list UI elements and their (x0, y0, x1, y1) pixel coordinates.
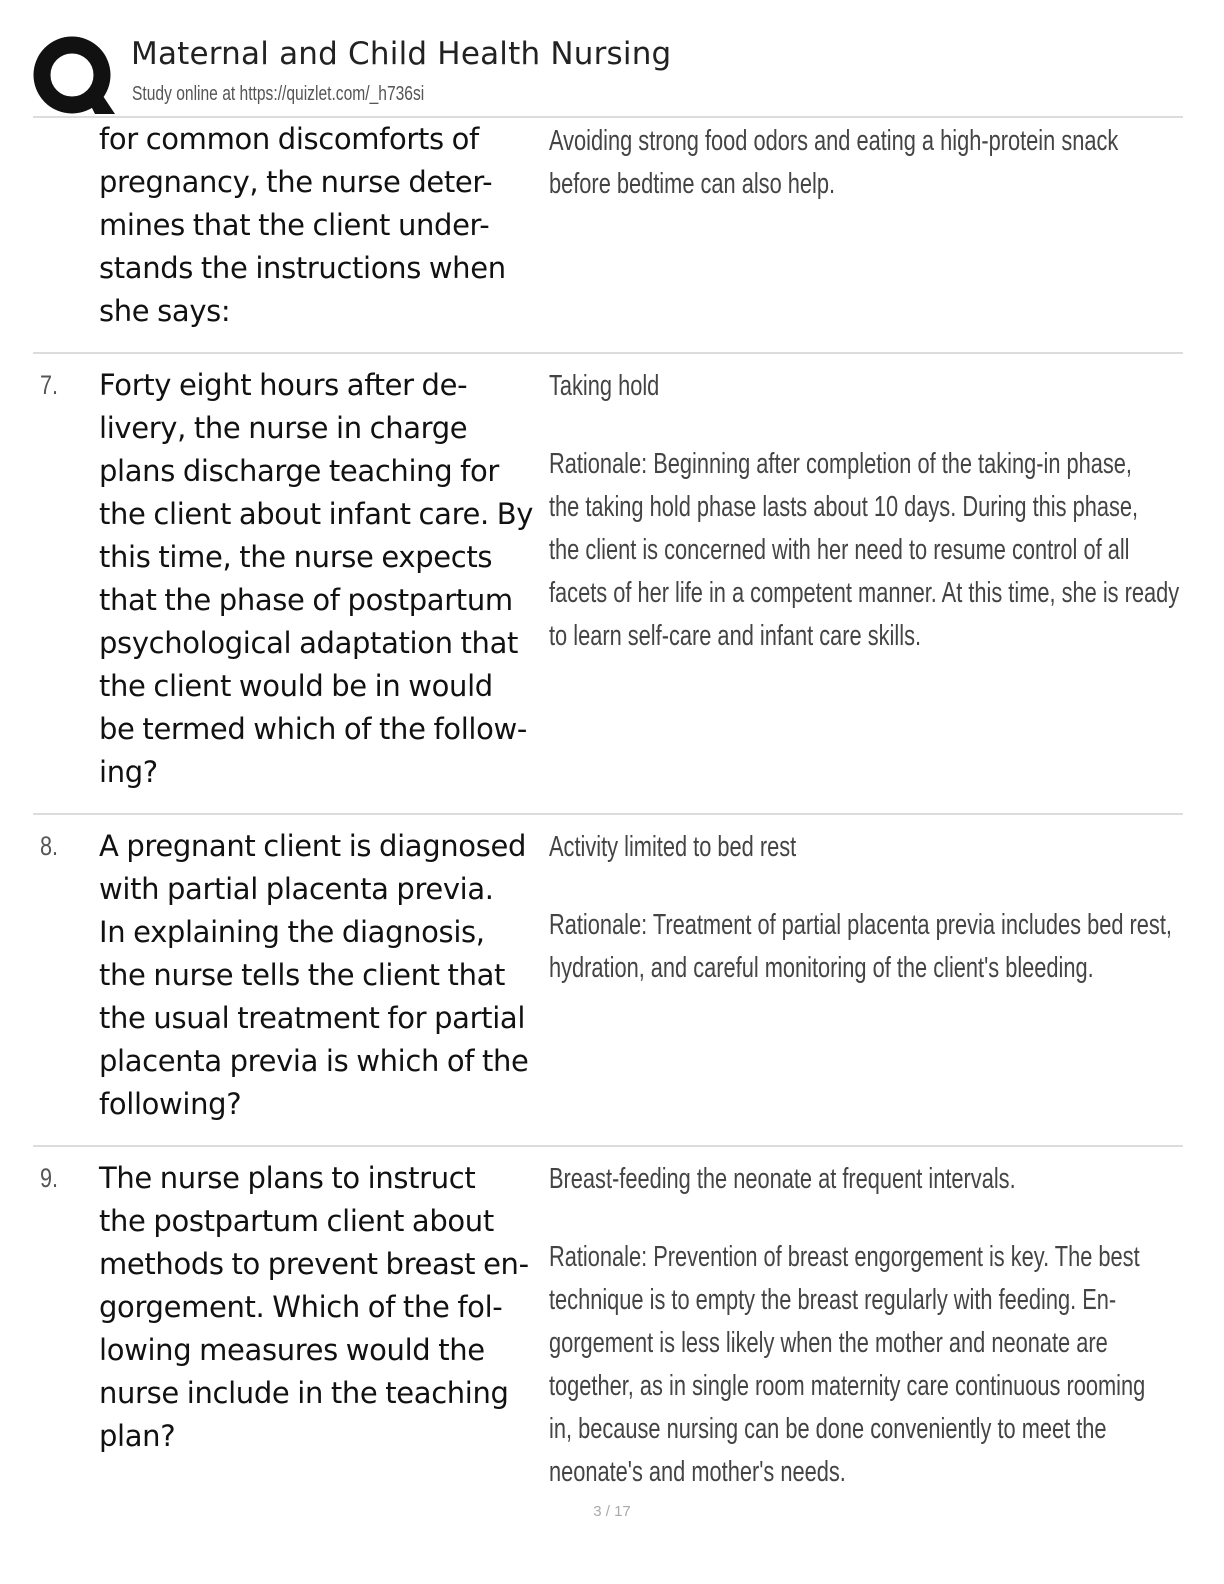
card-answer: Avoiding strong food odors and eating a high-protein snack before bedtime can also help. (549, 125, 1119, 200)
card-divider (33, 813, 1183, 815)
card-divider (33, 352, 1183, 354)
card-number: 9. (40, 1163, 59, 1193)
answer-text: Taking hold (549, 370, 660, 402)
card-question: A pregnant client is diagnosed with partial placenta previa. In explaining the diagnosis, the nurse tells the client that the usual treatment for partial placenta previa is which of the following? (99, 829, 529, 1121)
card-answer: Activity limited to bed rest Rationale: Treatment of partial placenta previa includes bed rest, hydration, and careful monitoring of the client's bleeding. (549, 826, 1169, 990)
page-number: 3 / 17 (593, 1503, 631, 1520)
card-question: for common discomforts of pregnancy, the nurse deter- mines that the client under- stands the instructions when she says: (99, 122, 506, 328)
card-number: 7. (40, 370, 59, 400)
page-header (33, 30, 1183, 116)
study-online-link[interactable]: Study online at https://quizlet.com/_h736si (132, 83, 425, 105)
answer-text: Breast-feeding the neonate at frequent intervals. (549, 1163, 1016, 1195)
card-answer: Taking hold Rationale: Beginning after completion of the taking-in phase, the taking hold phase lasts about 10 days. During this phase, the client is concerned with her need to resume control of all facets of her life in a competent manner. At this time, she is ready to learn self-care and infant care skills. (549, 365, 1169, 658)
document-title: Maternal and Child Health Nursing (131, 36, 672, 72)
quizlet-q-logo-icon (33, 34, 117, 118)
card-question: Forty eight hours after de- livery, the nurse in charge plans discharge teaching for the client about infant care. By this time, the nurse expects that the phase of postpartum psychological adaptation that the client would be in would be termed which of the follow- ing? (99, 368, 534, 789)
card-question: The nurse plans to instruct the postpartum client about methods to prevent breast en- gorgement. Which of the fol- lowing measures would the nurse include in the teaching plan? (99, 1161, 529, 1453)
card-answer: Breast-feeding the neonate at frequent intervals. Rationale: Prevention of breast engorgement is key. The best technique is to empty the breast regularly with feeding. En- gorgement is less likely when the mother and neonate are together, as in single room maternity care continuous rooming in, because nursing can be done conveniently to meet the neonate's and mother's needs. (549, 1158, 1169, 1494)
answer-text: Activity limited to bed rest (549, 831, 797, 863)
card-number: 8. (40, 831, 59, 861)
card-divider (33, 1145, 1183, 1147)
